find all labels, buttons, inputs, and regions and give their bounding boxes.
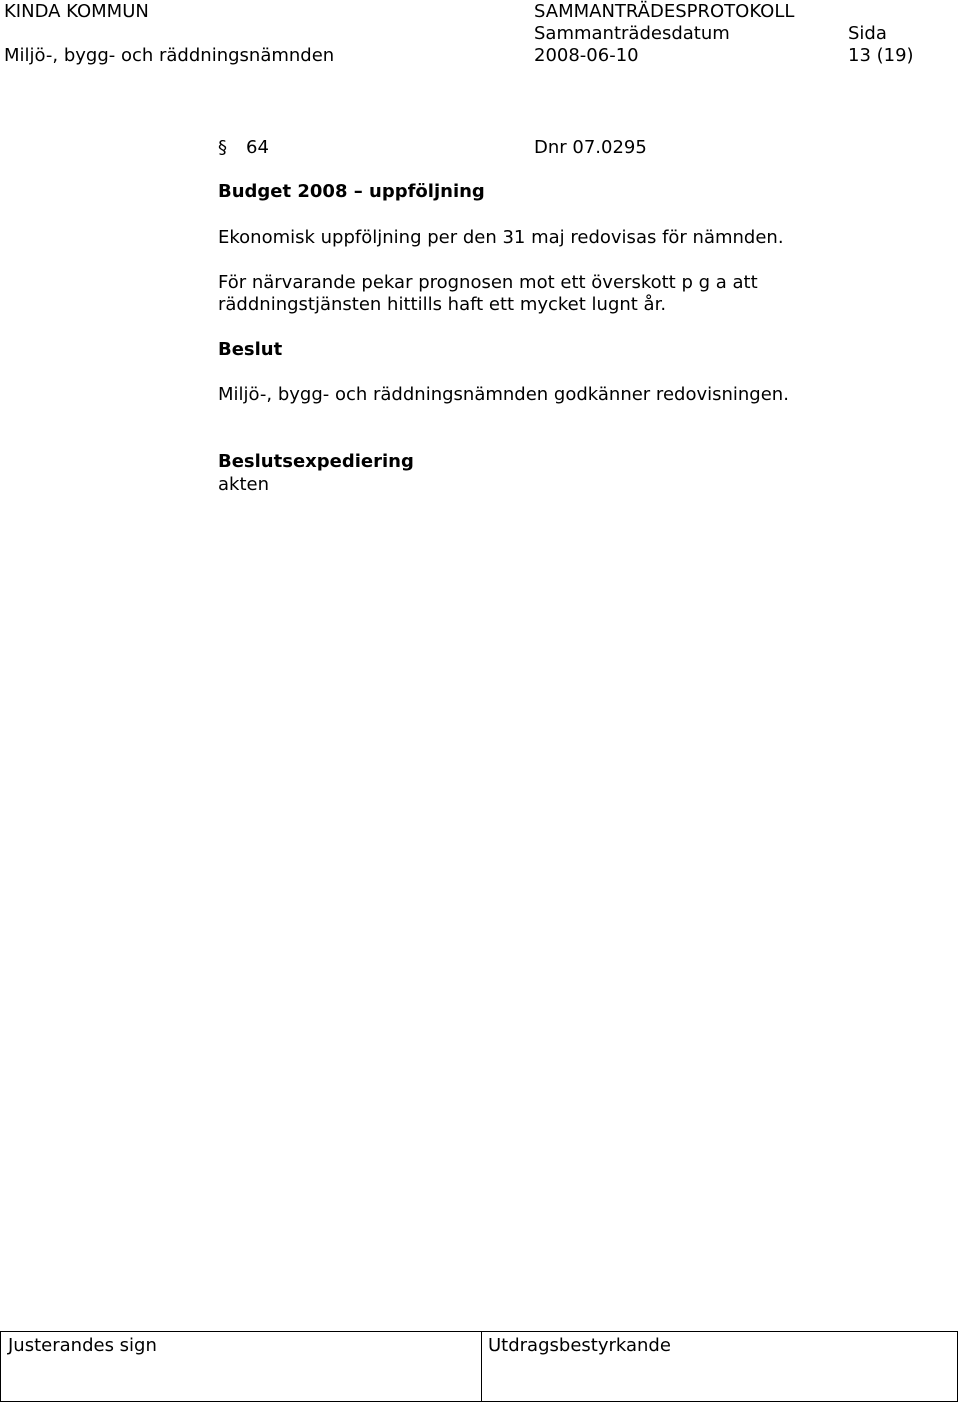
adjuster-signature-label: Justerandes sign [8,1335,157,1356]
signature-box [0,1331,958,1402]
paragraph-1: Ekonomisk uppföljning per den 31 maj redovisas för nämnden. [218,227,784,248]
paragraph-2-line-1: För närvarande pekar prognosen mot ett överskott p g a att [218,272,758,293]
dispatch-text: akten [218,474,269,495]
section-number: 64 [246,137,269,158]
organization-name: KINDA KOMMUN [4,1,149,22]
signature-divider [481,1332,482,1401]
meeting-date: 2008-06-10 [534,45,639,66]
dispatch-heading: Beslutsexpediering [218,451,414,472]
document-type: SAMMANTRÄDESPROTOKOLL [534,1,795,22]
meeting-date-label: Sammanträdesdatum [534,23,730,44]
paragraph-2-line-2: räddningstjänsten hittills haft ett mycket lugnt år. [218,294,667,315]
decision-heading: Beslut [218,339,283,360]
section-title: Budget 2008 – uppföljning [218,181,485,202]
dnr: Dnr 07.0295 [534,137,647,158]
page-label: Sida [848,23,887,44]
extract-certification-label: Utdragsbestyrkande [488,1335,671,1356]
paragraph-sign: § [218,137,227,158]
page-number: 13 (19) [848,45,914,66]
board-name: Miljö-, bygg- och räddningsnämnden [4,45,335,66]
decision-text: Miljö-, bygg- och räddningsnämnden godkänner redovisningen. [218,384,789,405]
